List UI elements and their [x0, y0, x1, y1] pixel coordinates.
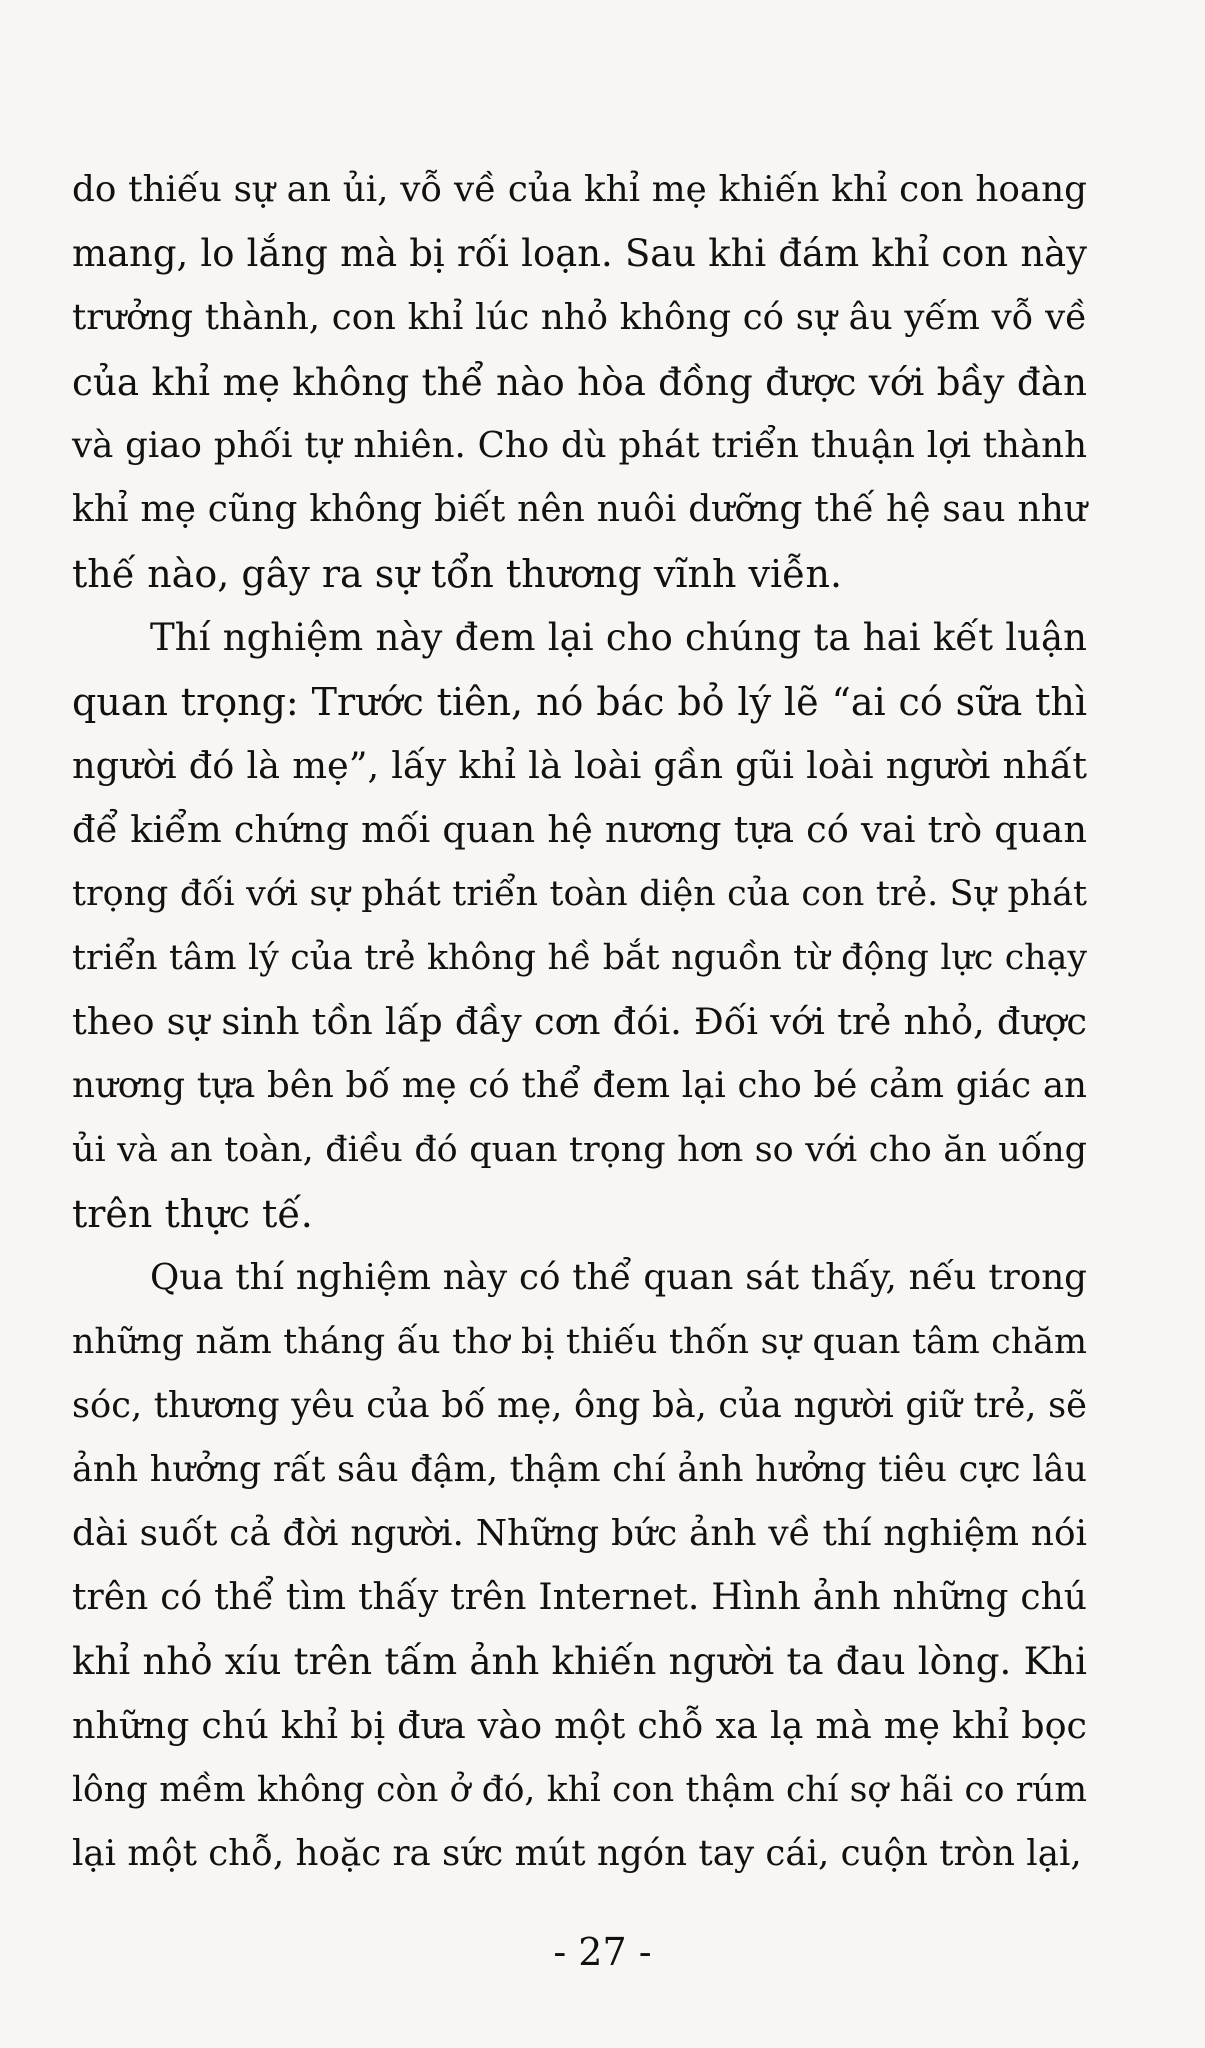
- body-text: [72, 158, 1087, 1886]
- paragraph: [72, 158, 1087, 606]
- text-line: ảnh hưởng rất sâu đậm, thậm chí ảnh hưởng tiêu cực lâu: [72, 1449, 1087, 1490]
- text-line: thế nào, gây ra sự tổn thương vĩnh viễn.: [72, 552, 843, 596]
- paragraph: [72, 606, 1087, 1246]
- text-line: trọng đối với sự phát triển toàn diện của con trẻ. Sự phát: [72, 874, 1087, 914]
- text-line: quan trọng: Trước tiên, nó bác bỏ lý lẽ “ai có sữa thì: [72, 680, 1087, 724]
- text-line: nương tựa bên bố mẹ có thể đem lại cho bé cảm giác an: [72, 1065, 1087, 1106]
- text-line: những chú khỉ bị đưa vào một chỗ xa lạ mà mẹ khỉ bọc: [72, 1704, 1087, 1747]
- text-line: do thiếu sự an ủi, vỗ về của khỉ mẹ khiến khỉ con hoang: [72, 169, 1087, 210]
- text-line: và giao phối tự nhiên. Cho dù phát triển thuận lợi thành: [72, 425, 1087, 466]
- text-line: Thí nghiệm này đem lại cho chúng ta hai kết luận: [150, 616, 1087, 659]
- text-line: lông mềm không còn ở đó, khỉ con thậm chí sợ hãi co rúm: [72, 1770, 1087, 1810]
- text-line: Qua thí nghiệm này có thể quan sát thấy, nếu trong: [150, 1257, 1087, 1298]
- text-line: sóc, thương yêu của bố mẹ, ông bà, của người giữ trẻ, sẽ: [72, 1385, 1087, 1426]
- text-line: trưởng thành, con khỉ lúc nhỏ không có sự âu yếm vỗ về: [72, 297, 1087, 338]
- text-line: khỉ mẹ cũng không biết nên nuôi dưỡng thế hệ sau như: [72, 489, 1087, 530]
- text-line: ủi và an toàn, điều đó quan trọng hơn so với cho ăn uống: [72, 1130, 1087, 1170]
- text-line: trên thực tế.: [72, 1192, 313, 1236]
- text-line: dài suốt cả đời người. Những bức ảnh về thí nghiệm nói: [72, 1513, 1087, 1554]
- text-line: để kiểm chứng mối quan hệ nương tựa có vai trò quan: [72, 808, 1087, 851]
- text-line: của khỉ mẹ không thể nào hòa đồng được với bầy đàn: [72, 360, 1087, 404]
- text-line: những năm tháng ấu thơ bị thiếu thốn sự quan tâm chăm: [72, 1322, 1087, 1362]
- text-line: trên có thể tìm thấy trên Internet. Hình ảnh những chú: [72, 1577, 1087, 1618]
- text-line: khỉ nhỏ xíu trên tấm ảnh khiến người ta đau lòng. Khi: [72, 1640, 1087, 1683]
- page-number: - 27 -: [553, 1930, 652, 1974]
- paragraph: [72, 1246, 1087, 1886]
- text-line: lại một chỗ, hoặc ra sức mút ngón tay cái, cuộn tròn lại,: [72, 1833, 1082, 1874]
- text-line: người đó là mẹ”, lấy khỉ là loài gần gũi loài người nhất: [72, 744, 1087, 787]
- text-line: triển tâm lý của trẻ không hề bắt nguồn từ động lực chạy: [72, 938, 1087, 978]
- text-line: theo sự sinh tồn lấp đầy cơn đói. Đối với trẻ nhỏ, được: [72, 1000, 1087, 1043]
- text-line: mang, lo lắng mà bị rối loạn. Sau khi đám khỉ con này: [72, 232, 1087, 275]
